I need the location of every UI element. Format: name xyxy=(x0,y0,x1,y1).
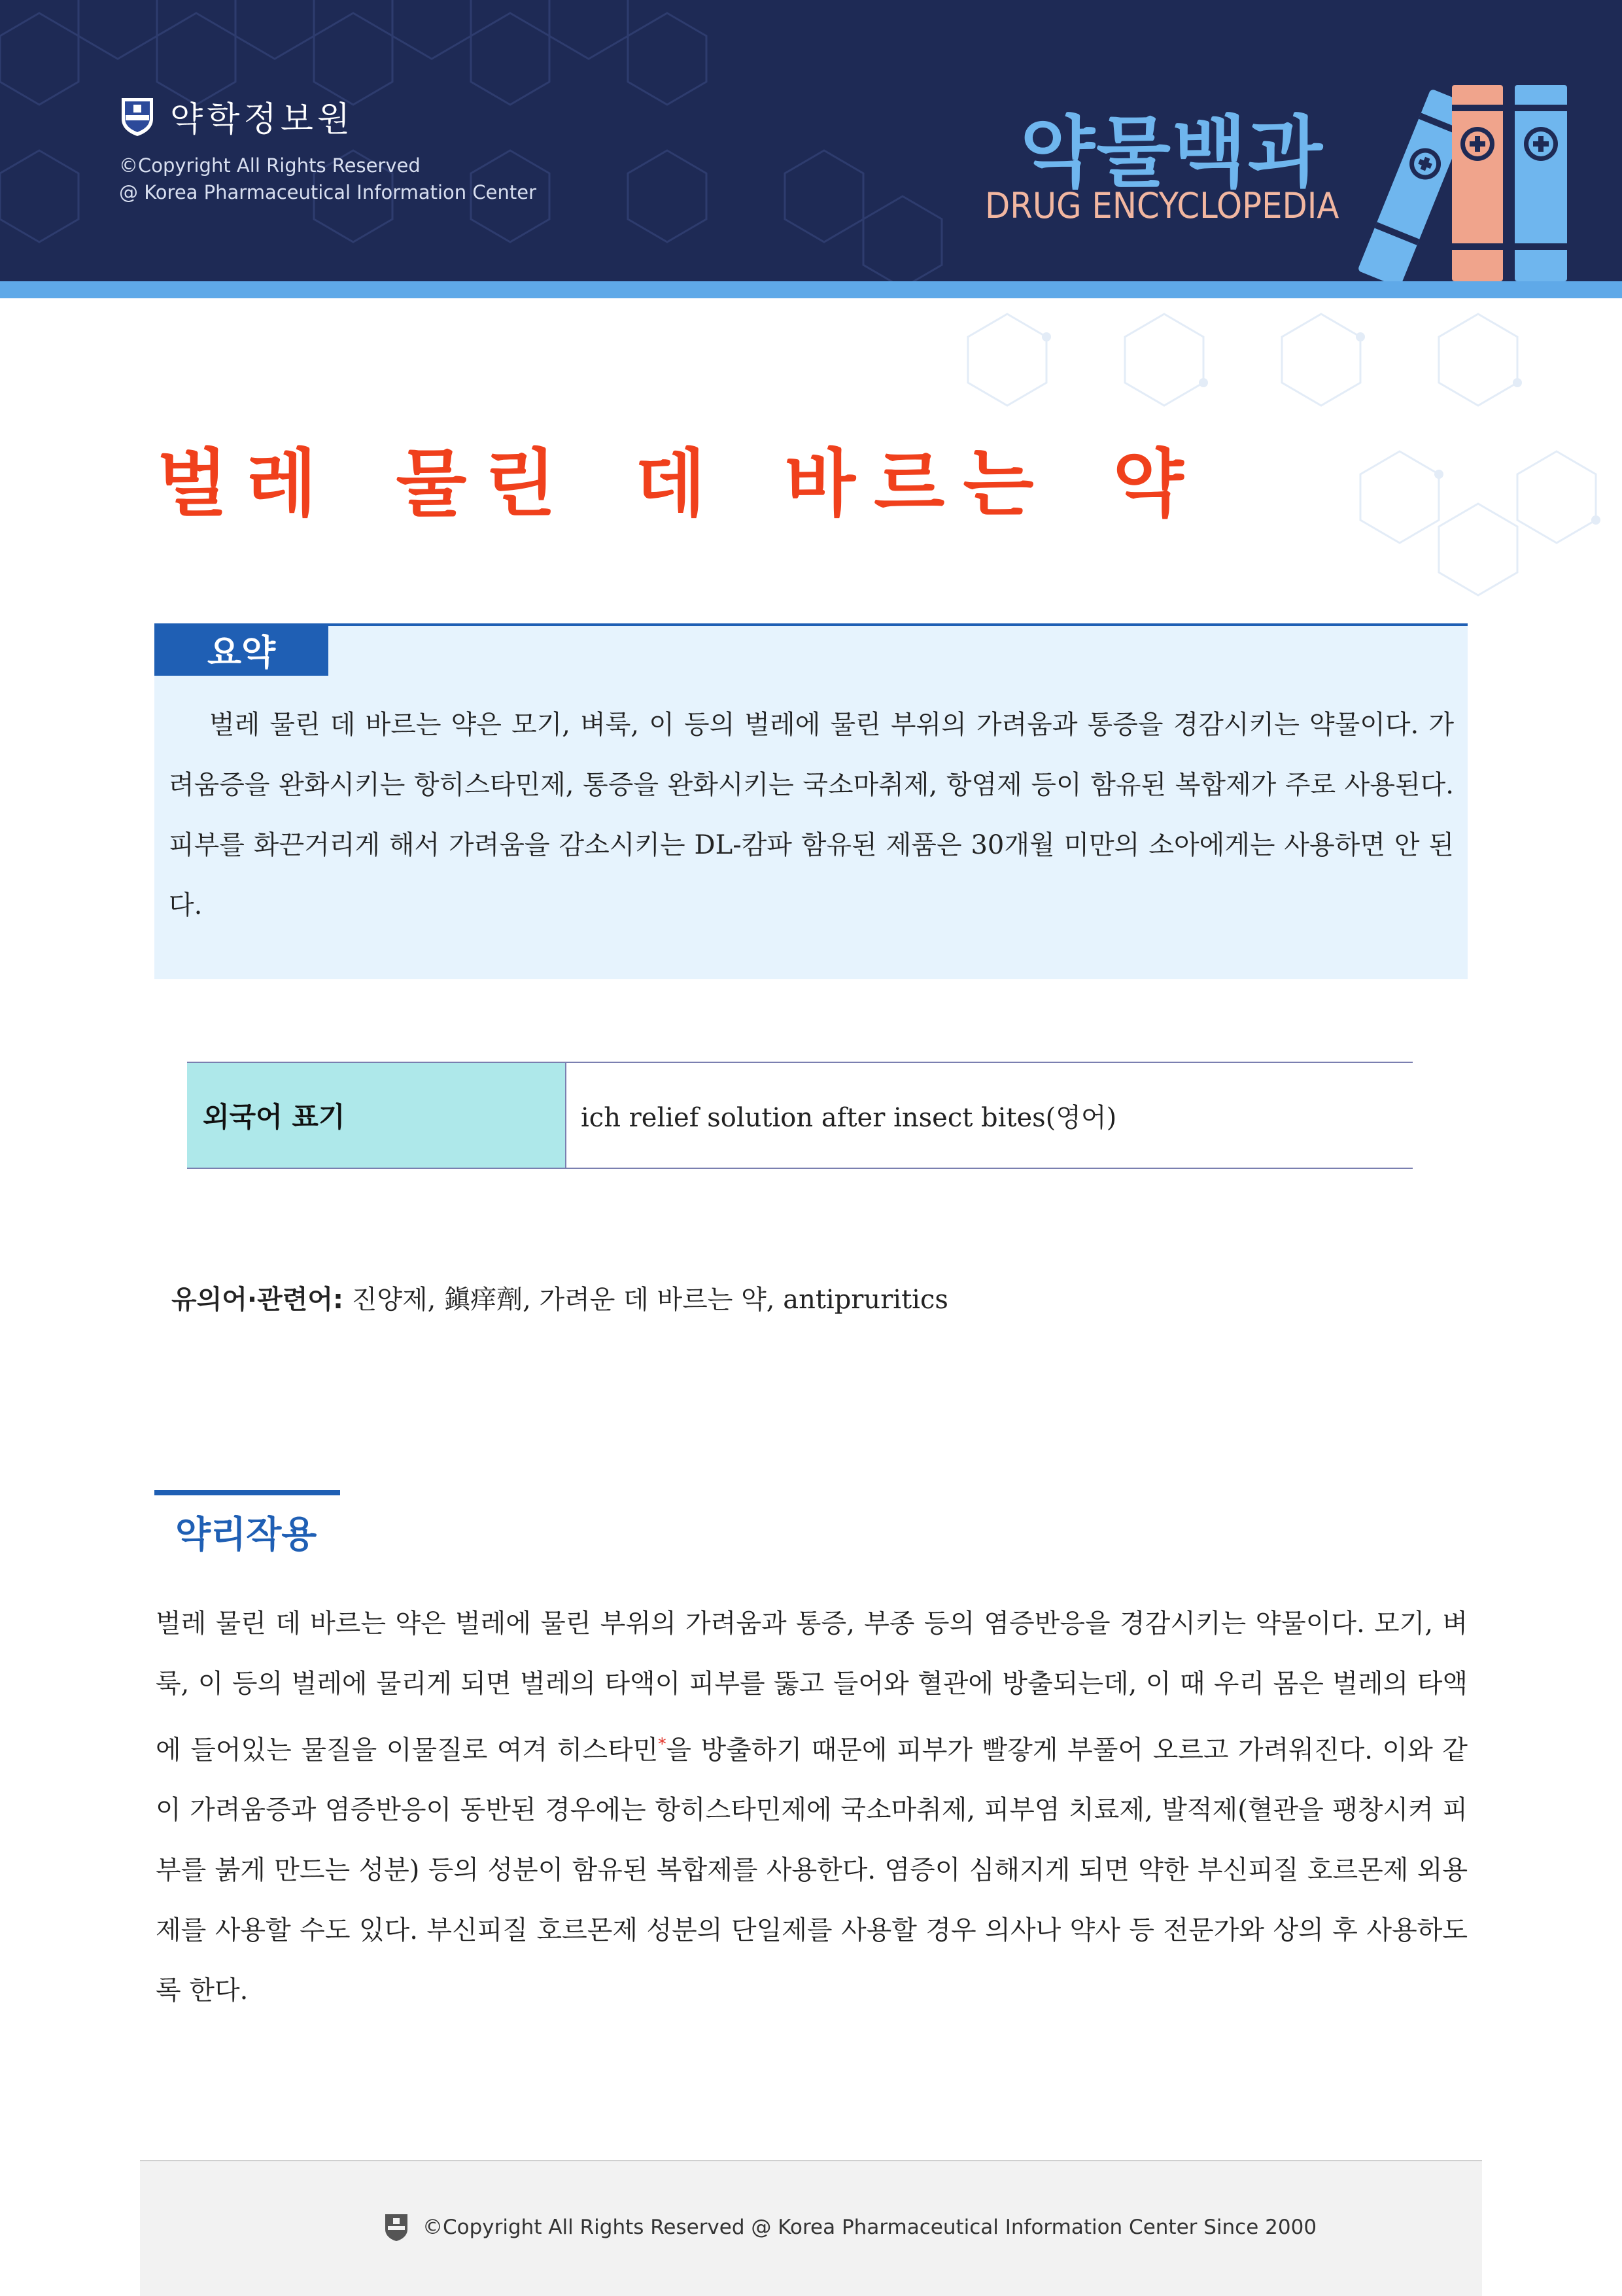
org-logo xyxy=(119,92,354,141)
related-terms xyxy=(171,1279,948,1316)
footnote-mark: * xyxy=(658,1735,666,1753)
header-copyright-line2: @ Korea Pharmaceutical Information Center xyxy=(119,181,536,203)
page-title: 벌레 물린 데 바르는 약 xyxy=(157,442,1202,527)
footer-text: ©Copyright All Rights Reserved @ Korea Pharmaceutical Information Center Since 2000 xyxy=(423,2216,1317,2239)
foreign-notation-table xyxy=(187,1062,1413,1169)
pharmacology-text-part1: 벌레 물린 데 바르는 약은 벌레에 물린 부위의 가려움과 통증, 부종 등의 염증반응을 경감시키는 약물이다. 모기, 벼룩, 이 등의 벌레에 물리게 되면 벌레의 타액이 피부를 뚫고 들어와 혈관에 방출되는데, 이 때 우리 몸은 벌레의 타액에 들어있는 물질을 이물질로 여겨 히스타민 xyxy=(156,1609,1468,1765)
kpic-shield-logo xyxy=(119,96,156,137)
related-terms-label: 유의어·관련어: xyxy=(171,1285,344,1315)
header-copyright-line1: ©Copyright All Rights Reserved xyxy=(119,154,421,177)
footer-copyright xyxy=(383,2212,1317,2242)
page-header xyxy=(0,0,1622,281)
summary-label: 요약 xyxy=(154,623,328,676)
brand-title: 약물백과 xyxy=(1020,107,1324,198)
foreign-notation-label: 외국어 표기 xyxy=(187,1063,566,1168)
brand-subtitle: DRUG ENCYCLOPEDIA xyxy=(985,185,1339,226)
related-terms-value: 진양제, 鎭痒劑, 가려운 데 바르는 약, antipruritics xyxy=(351,1285,948,1315)
section-accent-bar xyxy=(154,1490,340,1495)
summary-text: 벌레 물린 데 바르는 약은 모기, 벼룩, 이 등의 벌레에 물린 부위의 가려움과 통증을 경감시키는 약물이다. 가려움증을 완화시키는 항히스타민제, 통증을 완화시키는 국소마취제, 항염제 등이 함유된 복합제가 주로 사용된다. 피부를 화끈거리게 해서 가려움을 감소시키는 DL-캄파 함유된 제품은 30개월 미만의 소아에게는 사용하면 안 된다. xyxy=(169,710,1454,920)
medicine-books-icon xyxy=(1334,72,1583,281)
pharmacology-text-part2: 을 방출하기 때문에 피부가 빨갛게 부풀어 오르고 가려워진다. 이와 같이 가려움증과 염증반응이 동반된 경우에는 항히스타민제에 국소마취제, 피부염 치료제, 발적제(혈관을 팽창시켜 피부를 붉게 만드는 성분) 등의 성분이 함유된 복합제를 사용한다. 염증이 심해지게 되면 약한 부신피질 호르몬제 외용제를 사용할 수도 있다. 부신피질 호르몬제 성분의 단일제를 사용할 경우 의사나 약사 등 전문가와 상의 후 사용하도록 한다. xyxy=(156,1735,1468,2006)
pharmacology-heading: 약리작용 xyxy=(175,1514,317,1556)
org-name: 약학정보원 xyxy=(170,100,354,139)
kpic-shield-logo xyxy=(383,2212,409,2242)
foreign-notation-value: ich relief solution after insect bites(영어) xyxy=(581,1102,1117,1133)
pharmacology-text xyxy=(156,1593,1468,2021)
